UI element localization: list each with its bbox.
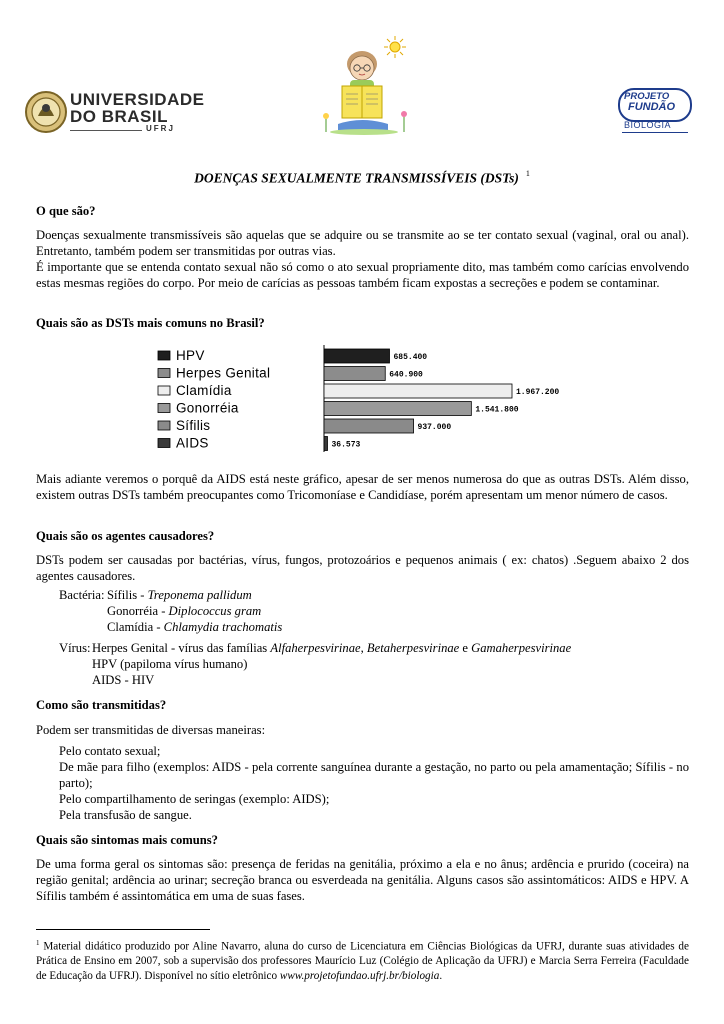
logo-line3: BIOLOGIA [624,120,672,130]
section3-intro: DSTs podem ser causadas por bactérias, vírus, fungos, protozoários e pequenos animais ( ex: chatos) .Seguem abaixo 2 dos agentes causadores. [36,553,689,583]
bacteria-item [107,587,252,603]
legend-swatch [158,439,170,448]
legend-swatch [158,369,170,378]
bacteria-agent: Chlamydia trachomatis [163,620,283,634]
chart-bar [324,419,414,433]
footnote-number: 1 [36,939,40,947]
legend-label: Sífilis [176,418,211,433]
bar-value-label: 1.967.200 [516,388,560,397]
footnote-end: . [439,969,443,982]
virus-family: Alfaherpesvirinae [270,641,361,655]
virus-separator: , [360,641,367,655]
dst-bar-chart [152,343,572,453]
projeto-fundao-logo [618,88,692,136]
section5-heading: Quais são sintomas mais comuns? [36,833,218,847]
legend-swatch [158,386,170,395]
legend-label: Gonorréia [176,400,239,416]
university-name-line3: UFRJ [146,124,175,133]
virus-name: Herpes Genital - vírus das famílias [92,641,271,655]
bacteria-item [107,619,282,635]
transmission-item: Pela transfusão de sangue. [59,808,192,822]
transmission-item: Pelo contato sexual; [59,744,161,758]
universidade-logo [24,86,205,138]
bacteria-name: Clamídia - [107,620,164,634]
bar-value-label: 36.573 [331,440,361,450]
virus-family: Betaherpesvirinae [366,641,460,655]
bacteria-agent: Diplococcus gram [168,604,262,618]
chart-bar [324,367,385,381]
chart-bar [324,437,327,451]
university-seal-icon [24,86,68,138]
section4-heading: Como são transmitidas? [36,698,167,712]
title-text: DOENÇAS SEXUALMENTE TRANSMISSÍVEIS (DSTs) [194,170,519,186]
bacteria-item [107,603,261,619]
footnote-link[interactable]: www.projetofundao.ufrj.br/biologia [279,969,440,982]
section2-heading: Quais são as DSTs mais comuns no Brasil? [36,316,265,330]
section3-heading: Quais são os agentes causadores? [36,529,215,543]
chart-bar [324,384,512,398]
legend-swatch [158,421,170,430]
legend-label: Herpes Genital [176,365,271,381]
section1-paragraph1: Doenças sexualmente transmissíveis são aquelas que se adquire ou se transmite ao se ter contato sexual (vaginal, oral ou anal). Entretanto, também podem ser transmitidas por outras vias. [36,228,689,258]
legend-label: AIDS [176,435,209,451]
virus-separator: e [459,641,472,655]
virus-item [92,640,571,656]
logo-underline [622,132,688,133]
transmission-item: Pelo compartilhamento de seringas (exemplo: AIDS); [59,792,330,806]
section4-intro: Podem ser transmitidas de diversas maneiras: [36,723,266,737]
virus-item: HPV (papiloma vírus humano) [92,657,248,671]
chart-bar [324,402,471,416]
sun-icon [384,36,406,58]
legend-label: Clamídia [176,383,232,398]
virus-family: Gamaherpesvirinae [471,641,572,655]
logo-divider [70,130,142,131]
bar-value-label: 685.400 [393,353,428,362]
bacteria-name: Gonorréia - [107,604,169,618]
bar-value-label: 937.000 [417,423,452,432]
bar-value-label: 640.900 [389,370,423,380]
university-name-line2: DO BRASIL [70,107,168,126]
chart-bar [324,349,390,363]
section1-paragraph2: É importante que se entenda contato sexual não só como o ato sexual propriamente dito, mas também como carícias envolvendo estas mesmas regiões do corpo. Por meio de carícias as pessoas também ficam expostas a secreções e podem se contaminar. [36,260,689,290]
title-footnote-ref: 1 [525,169,530,178]
section5-paragraph: De uma forma geral os sintomas são: presença de feridas na genitália, próximo a ela e no ânus; ardência e prurido (coceira) na região genital; ardência ao urinar; secreção branca ou esverdeada na genitália. Alguns casos são assintomáticos: AIDS e HPV. A Sífilis também é assintomática em uma de suas fases. [36,857,689,903]
footnote-text: Material didático produzido por Aline Navarro, aluna do curso de Licenciatura em Ciências Biológicas da UFRJ, durante suas atividades de Prática de Ensino em 2007, sob a supervisão dos professores Maurício Luz (Colégio de Aplicação da UFRJ) e Marcia Serra Ferreira (Faculdade de Educação da UFRJ). Disponível no sítio eletrônico [36,940,689,982]
university-name-line1: UNIVERSIDADE [70,90,205,109]
bar-value-label: 1.541.800 [475,405,519,415]
logo-line2: FUNDÃO [628,101,676,113]
legend-swatch [158,351,170,360]
section2-paragraph: Mais adiante veremos o porquê da AIDS está neste gráfico, apesar de ser menos numerosa do que as outras DSTs. Além disso, existem outras DSTs também preocupantes como Tricomoníase e Candidíase, porém apresentam um menor número de casos. [36,472,689,502]
bacteria-label: Bactéria: [59,588,105,602]
legend-swatch [158,404,170,413]
footnote [36,936,689,983]
bacteria-agent: Treponema pallidum [147,588,252,602]
reading-child-illustration [318,34,418,136]
document-title [0,169,724,187]
footnote-rule [36,929,210,930]
bacteria-name: Sífilis - [107,588,148,602]
virus-item: AIDS - HIV [92,673,155,687]
logo-line1: PROJETO [624,91,670,102]
legend-label: HPV [176,348,205,363]
transmission-item: De mãe para filho (exemplos: AIDS - pela corrente sanguínea durante a gestação, no parto ou pela amamentação; Sífilis - no parto); [59,760,689,790]
section1-heading: O que são? [36,204,96,218]
virus-label: Vírus: [59,641,91,655]
